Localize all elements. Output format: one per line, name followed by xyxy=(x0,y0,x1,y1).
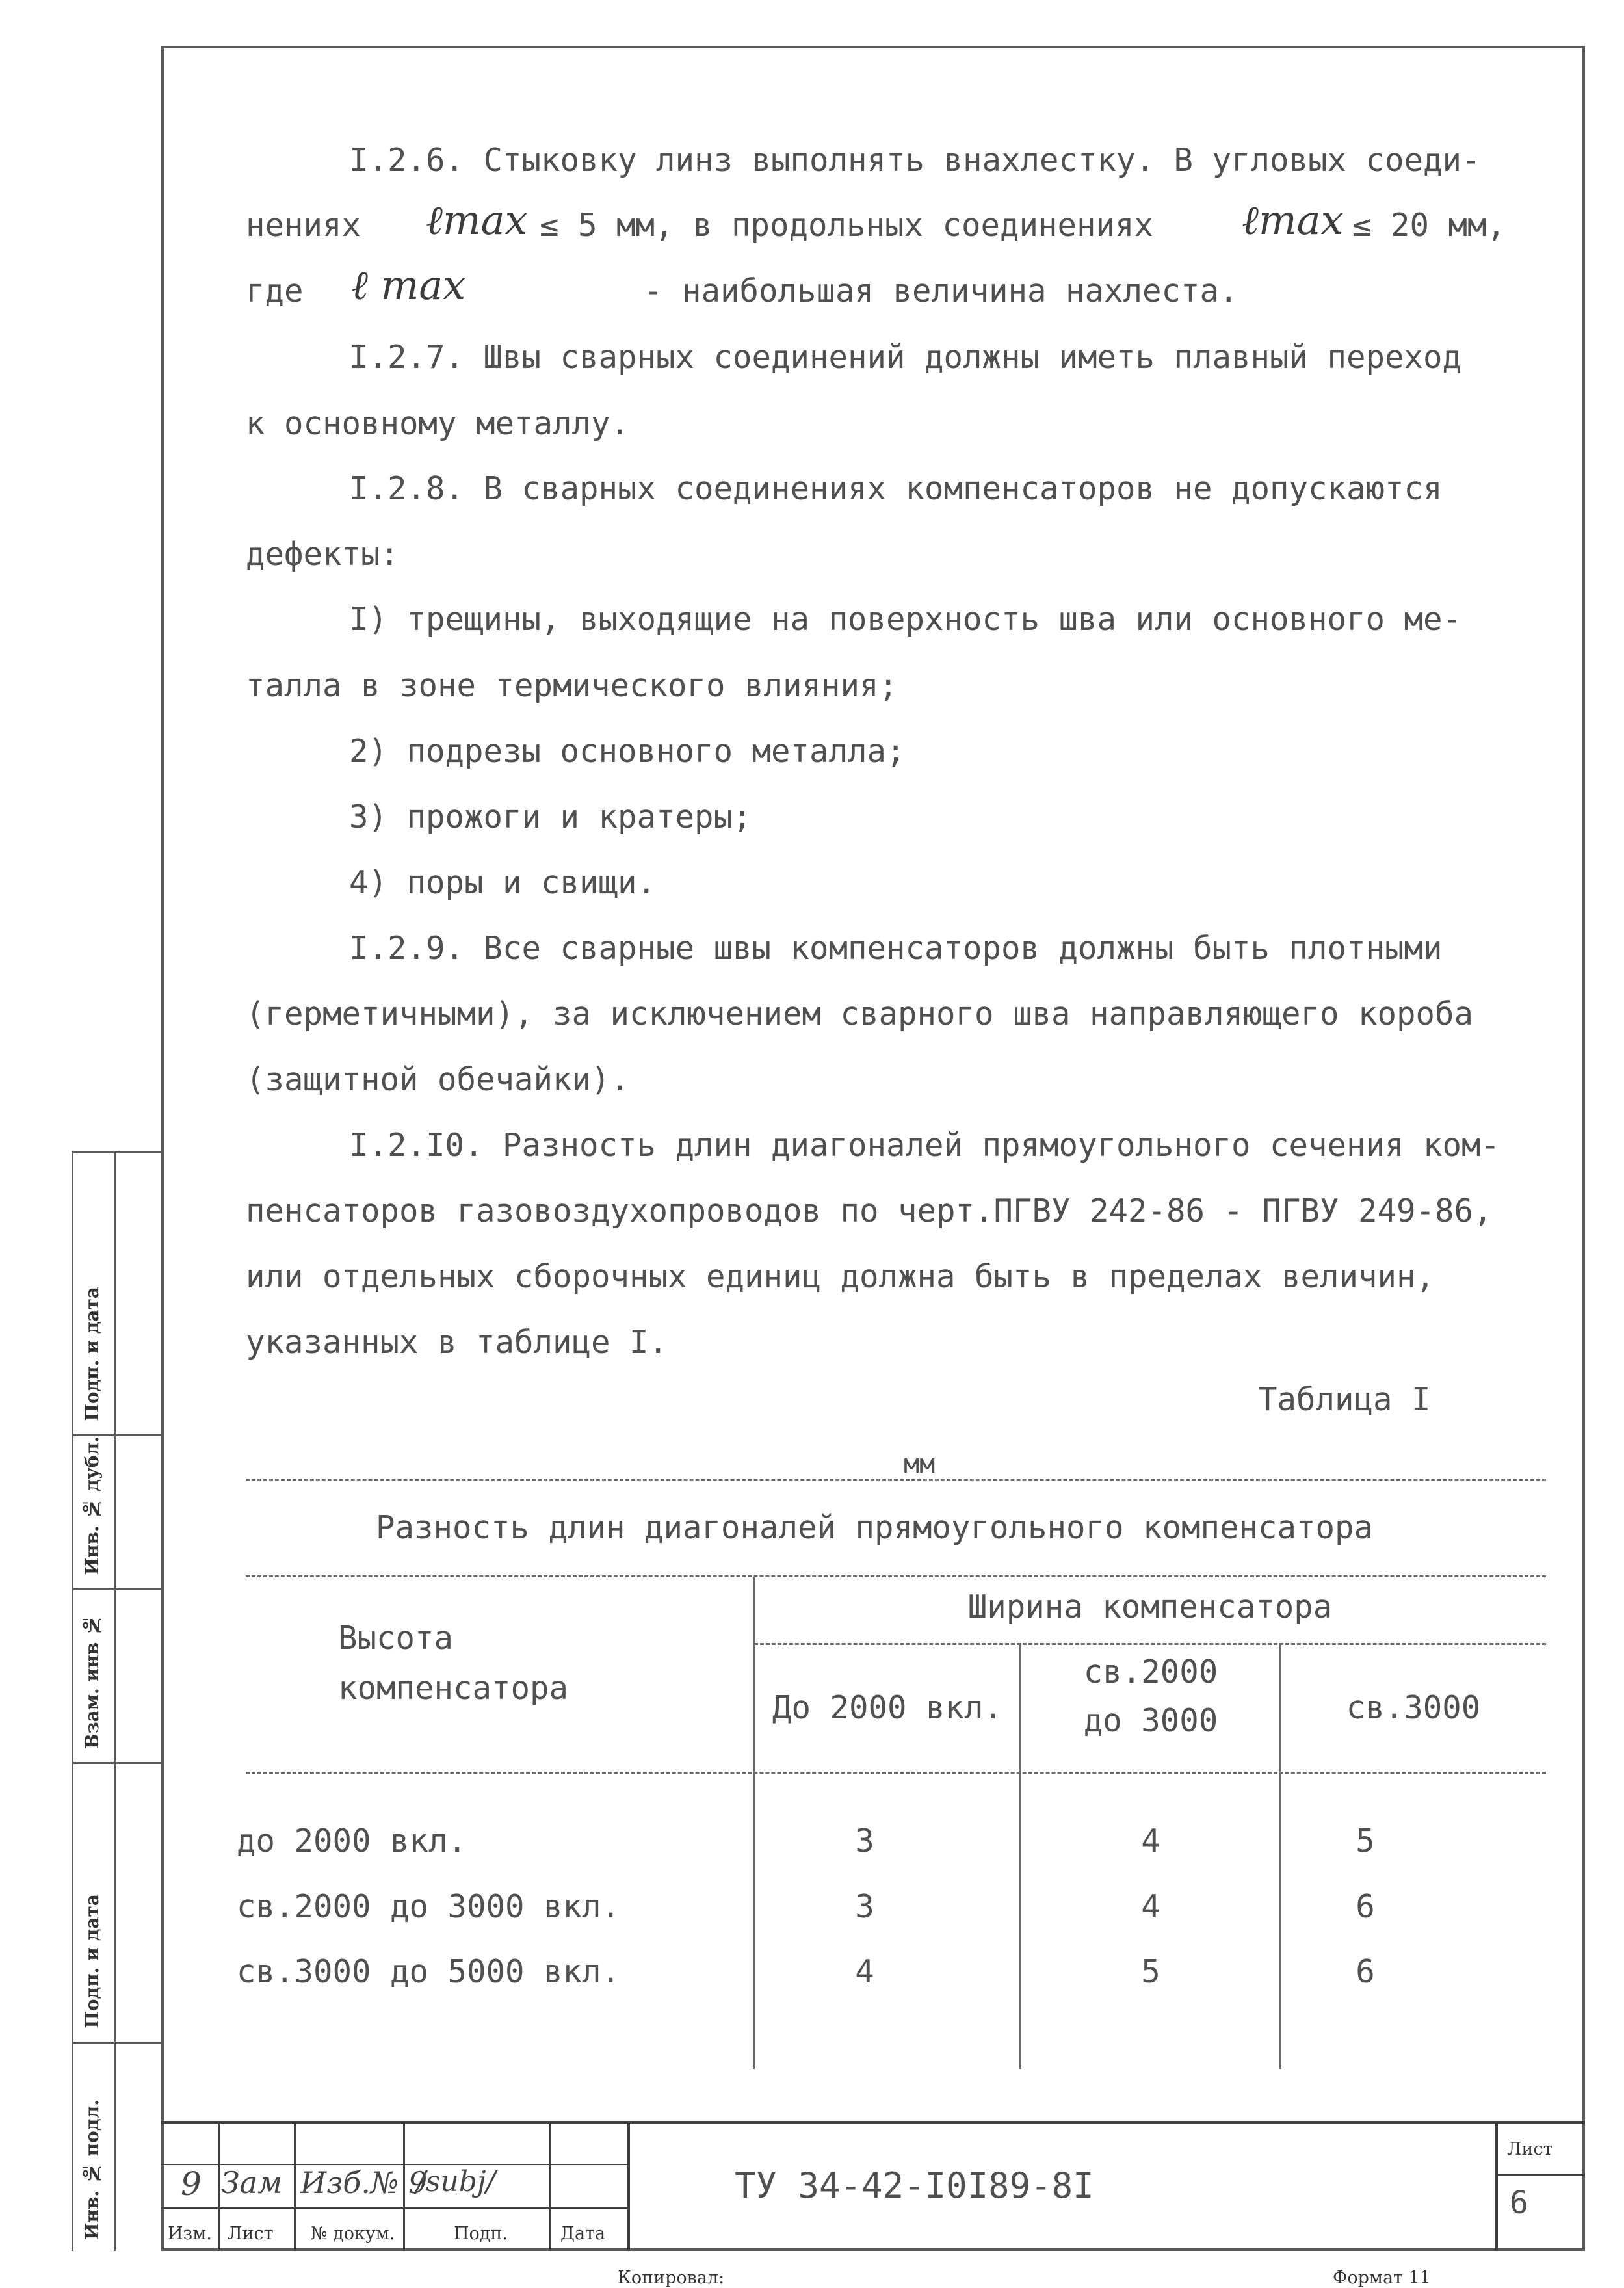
side-cell-orig-inv xyxy=(73,2044,161,2253)
sheet-label: Лист xyxy=(1507,2139,1553,2159)
tb-hand-izm: 9 xyxy=(181,2165,202,2203)
height-header-line-1: Высота xyxy=(338,1620,454,1657)
col-header-2-line-1: св.2000 xyxy=(1083,1653,1218,1690)
side-label: Подп. и дата xyxy=(81,1287,103,1421)
row-2-value-2: 4 xyxy=(1141,1888,1160,1925)
row-1-value-2: 4 xyxy=(1141,1822,1160,1860)
p1210-line-4: указанных в таблице I. xyxy=(246,1324,668,1361)
p128-item-4: 4) поры и свищи. xyxy=(349,864,657,901)
side-label: Взам. инв № xyxy=(81,1614,103,1749)
p128-item-3: 3) прожоги и кратеры; xyxy=(349,798,752,835)
footer-copied: Копировал: xyxy=(618,2268,725,2288)
tb-header-izm: Изм. xyxy=(168,2224,212,2244)
height-header-line-2: компенсатора xyxy=(338,1670,569,1707)
header-bottom-rule xyxy=(246,1772,1546,1774)
table-top-rule xyxy=(246,1479,1546,1481)
p129-line-3: (защитной обечайки). xyxy=(246,1061,630,1098)
tb-header-date: Дата xyxy=(560,2224,606,2244)
p128-line-2: дефекты: xyxy=(246,536,400,573)
table-vline-1 xyxy=(753,1577,755,2069)
tb-hand-list: Зам xyxy=(221,2165,283,2200)
side-cell-replace-inv xyxy=(73,1590,161,1764)
side-stamp xyxy=(72,1151,161,2251)
p127-line-1: I.2.7. Швы сварных соединений должны иметь плавный переход xyxy=(349,339,1462,376)
p126-line-2b: ≤ 5 мм, в продольных соединениях xyxy=(540,207,1154,244)
side-cell-dup-inv xyxy=(73,1436,161,1590)
footer-format: Формат 11 xyxy=(1333,2268,1431,2288)
handwritten-lmax-2: ℓmax xyxy=(1242,196,1344,244)
row-1-value-3: 5 xyxy=(1356,1822,1375,1860)
row-3-value-2: 5 xyxy=(1141,1953,1160,1990)
tb-header-doc: № докум. xyxy=(311,2224,395,2244)
tb-header-list: Лист xyxy=(228,2224,274,2244)
document-code: ТУ 34-42-I0I89-8I xyxy=(735,2165,1094,2206)
p128-item-1b: талла в зоне термического влияния; xyxy=(246,667,898,704)
p127-line-2: к основному металлу. xyxy=(246,405,630,442)
width-header-rule xyxy=(754,1643,1546,1645)
col-header-2-line-2: до 3000 xyxy=(1083,1702,1218,1739)
p126-line-2c: ≤ 20 мм, xyxy=(1352,207,1506,244)
row-2-value-3: 6 xyxy=(1356,1888,1375,1925)
tb-vline-2 xyxy=(294,2121,296,2251)
p128-line-1: I.2.8. В сварных соединениях компенсаторов не допускаются xyxy=(349,470,1443,507)
side-label: Подп. и дата xyxy=(81,1894,103,2029)
row-2-value-1: 3 xyxy=(855,1888,874,1925)
width-header: Ширина компенсатора xyxy=(967,1588,1333,1625)
p126-line-3a: где xyxy=(246,272,304,309)
tb-hand-doc: Изб.№ 9 xyxy=(300,2165,428,2200)
row-1-value-1: 3 xyxy=(855,1822,874,1860)
table-title: Разность длин диагоналей прямоугольного компенсатора xyxy=(376,1509,1374,1546)
side-cell-signature-date-1 xyxy=(73,1153,161,1436)
title-block-header-rule xyxy=(161,2207,629,2209)
p126-line-2a: нениях xyxy=(246,207,361,244)
p128-item-1a: I) трещины, выходящие на поверхность шва или основного ме- xyxy=(349,601,1462,638)
tb-hand-signature: /subj/ xyxy=(416,2165,496,2198)
handwritten-lmax-1: ℓmax xyxy=(426,196,528,244)
table-unit: мм xyxy=(904,1449,936,1479)
side-label: Инв. № дубл. xyxy=(81,1436,103,1575)
side-label: Инв. № подл. xyxy=(81,2099,103,2240)
col-header-3: св.3000 xyxy=(1346,1689,1481,1726)
row-3-value-1: 4 xyxy=(855,1953,874,1990)
handwritten-lmax-3: ℓ max xyxy=(351,261,466,309)
p1210-line-1: I.2.I0. Разность длин диагоналей прямоугольного сечения ком- xyxy=(349,1127,1500,1164)
tb-sheet-rule xyxy=(1495,2174,1585,2176)
title-block-top-rule xyxy=(161,2121,1585,2124)
col-header-1: До 2000 вкл. xyxy=(772,1689,1002,1726)
tb-vline-1 xyxy=(218,2121,220,2251)
table-title-rule xyxy=(246,1575,1546,1577)
p129-line-2: (герметичными), за исключением сварного шва направляющего короба xyxy=(246,995,1474,1032)
row-3-value-3: 6 xyxy=(1356,1953,1375,1990)
p128-item-2: 2) подрезы основного металла; xyxy=(349,733,906,770)
p1210-line-3: или отдельных сборочных единиц должна быть в пределах величин, xyxy=(246,1258,1435,1295)
table-caption: Таблица I xyxy=(1258,1381,1431,1418)
tb-vline-5 xyxy=(627,2121,630,2251)
p1210-line-2: пенсаторов газовоздухопроводов по черт.ПГВУ 242-86 - ПГВУ 249-86, xyxy=(246,1192,1493,1229)
tb-vline-sheet xyxy=(1495,2121,1498,2251)
sheet-number: 6 xyxy=(1510,2185,1528,2221)
p126-line-1: I.2.6. Стыковку линз выполнять внахлестку. В угловых соеди- xyxy=(349,142,1481,179)
tb-vline-4 xyxy=(549,2121,551,2251)
p129-line-1: I.2.9. Все сварные швы компенсаторов должны быть плотными xyxy=(349,930,1443,967)
row-1-label: до 2000 вкл. xyxy=(237,1822,467,1860)
p126-line-3b: - наибольшая величина нахлеста. xyxy=(644,272,1238,309)
side-cell-signature-date-2 xyxy=(73,1764,161,2044)
tb-header-podp: Подп. xyxy=(454,2224,508,2244)
row-2-label: св.2000 до 3000 вкл. xyxy=(237,1888,621,1925)
row-3-label: св.3000 до 5000 вкл. xyxy=(237,1953,621,1990)
